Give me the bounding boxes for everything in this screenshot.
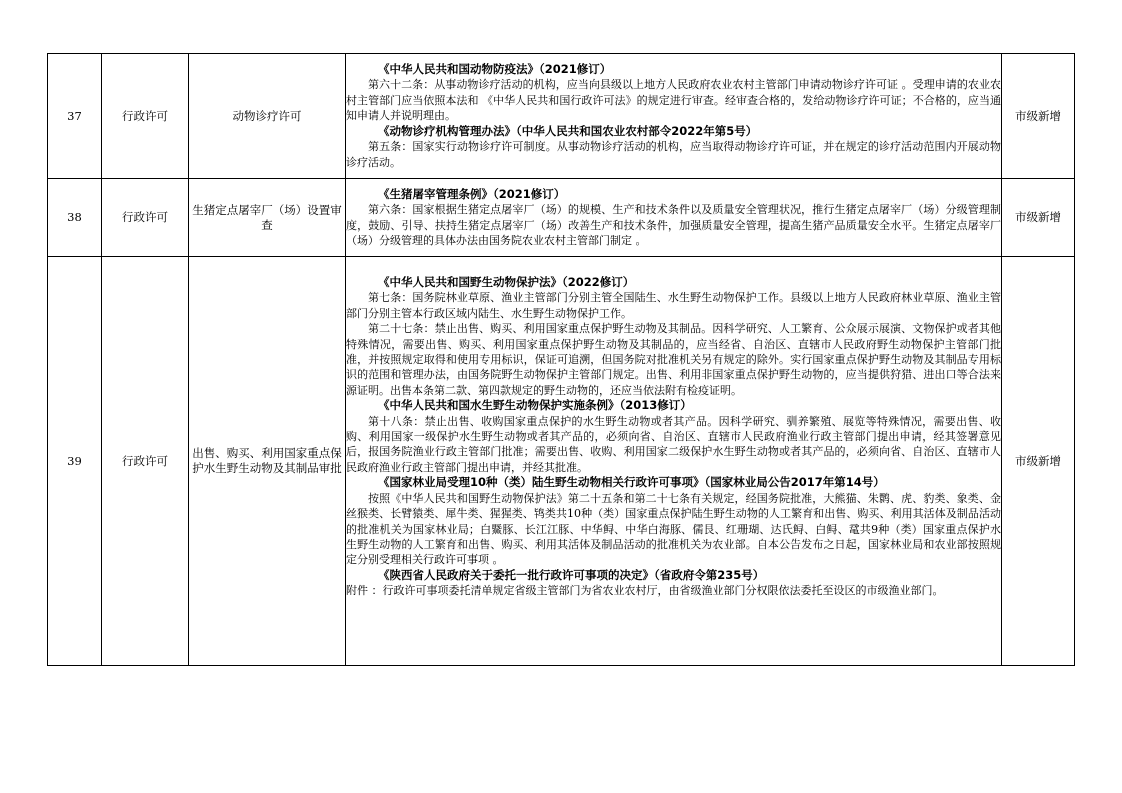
law-title: 《动物诊疗机构管理办法》（中华人民共和国农业农村部令2022年第5号）: [378, 123, 758, 138]
row-number: 37: [48, 54, 102, 179]
law-article: 第七条：国务院林业草原、渔业主管部门分别主管全国陆生、水生野生动物保护工作。县级以上地方人民政府林业草原、渔业主管部门分别主管本行政区域内陆生、水生野生动物保护工作。: [346, 291, 1001, 320]
legal-basis: [346, 257, 1002, 666]
law-article: 附件 ：行政许可事项委托清单规定省级主管部门为省农业农村厅，由省级渔业部门分权限依法委托至设区的市级渔业部门。: [346, 584, 944, 598]
item-name: 出售、购买、利用国家重点保护水生野生动物及其制品审批: [189, 257, 346, 666]
item-name: 动物诊疗许可: [189, 54, 346, 179]
remark: 市级新增: [1002, 54, 1075, 179]
item-type: 行政许可: [102, 257, 189, 666]
law-article: 第六条：国家根据生猪定点屠宰厂（场）的规模、生产和技术条件以及质量安全管理状况，推行生猪定点屠宰厂（场）分级管理制度，鼓励、引导、扶持生猪定点屠宰厂（场）改善生产和技术条件，加强质量安全管理，提高生猪产品质量安全水平。生猪定点屠宰厂（场）分级管理的具体办法由国务院农业农村主管部门制定 。: [346, 203, 1001, 247]
law-title: 《中华人民共和国水生野生动物保护实施条例》（2013修订）: [378, 398, 692, 413]
remark: 市级新增: [1002, 257, 1075, 666]
law-title: 《中华人民共和国野生动物保护法》（2022修订）: [378, 275, 635, 289]
legal-basis: [346, 179, 1002, 257]
law-title: 《生猪屠宰管理条例》（2021修订）: [378, 186, 566, 201]
table-row-37: [48, 54, 1075, 179]
row-number: 38: [48, 179, 102, 257]
law-article: 第六十二条：从事动物诊疗活动的机构，应当向县级以上地方人民政府农业农村主管部门申请动物诊疗许可证 。受理申请的农业农村主管部门应当依照本法和 《中华人民共和国行政许可法》的规定进行审查。经审查合格的，发给动物诊疗许可证；不合格的，应当通知申请人并说明理由。: [346, 78, 1001, 123]
law-title: 《国家林业局受理10种（类）陆生野生动物相关行政许可事项》（国家林业局公告2017年第14号）: [378, 475, 885, 490]
item-name: 生猪定点屠宰厂（场）设置审查: [189, 179, 346, 257]
table-row-38: [48, 179, 1075, 257]
law-article: 第二十七条：禁止出售、购买、利用国家重点保护野生动物及其制品。因科学研究、人工繁育、公众展示展演、文物保护或者其他特殊情况，需要出售、购买、利用国家重点保护野生动物及其制品的，应当经省、自治区、直辖市人民政府野生动物保护主管部门批准，并按照规定取得和使用专用标识，保证可追溯，但国务院对批准机关另有规定的除外。实行国家重点保护野生动物及其制品专用标识的范围和管理办法，由国务院野生动物保护主管部门规定。出售、利用非国家重点保护野生动物的，应当提供狩猎、进出口等合法来源证明。出售本条第二款、第四款规定的野生动物的，还应当依法附有检疫证明。: [346, 322, 1001, 397]
row-number: 39: [48, 257, 102, 666]
remark: 市级新增: [1002, 179, 1075, 257]
law-article: 第五条：国家实行动物诊疗许可制度。从事动物诊疗活动的机构，应当取得动物诊疗许可证，并在规定的诊疗活动范围内开展动物诊疗活动。: [346, 140, 1001, 169]
law-title: 《中华人民共和国动物防疫法》（2021修订）: [378, 62, 612, 77]
legal-basis: [346, 54, 1002, 179]
table-row-39: [48, 257, 1075, 666]
item-type: 行政许可: [102, 179, 189, 257]
item-type: 行政许可: [102, 54, 189, 179]
spacer: [346, 257, 1001, 275]
law-article: 第十八条：禁止出售、收购国家重点保护的水生野生动物或者其产品。因科学研究、驯养繁殖、展览等特殊情况，需要出售、收购、利用国家一级保护水生野生动物或者其产品的，必须向省、自治区、直辖市人民政府渔业行政主管部门提出申请，经其签署意见后，报国务院渔业行政主管部门批准；需要出售、收购、利用国家二级保护水生野生动物或者其产品的，必须向省、自治区、直辖市人民政府渔业行政主管部门提出申请，并经其批准。: [346, 414, 1001, 474]
permit-table: [47, 53, 1075, 666]
law-title: 《陕西省人民政府关于委托一批行政许可事项的决定》（省政府令第235号）: [378, 567, 765, 582]
law-article: 按照《中华人民共和国野生动物保护法》第二十五条和第二十七条有关规定，经国务院批准，大熊猫、朱鹮、虎、豹类、象类、金丝猴类、长臂猿类、犀牛类、猩猩类、鸨类共10种（类）国家重点保护陆生野生动物的人工繁育和出售、购买、利用其活体及制品活动的批准机关为国家林业局；白鱀豚、长江江豚、中华鲟、中华白海豚、儒艮、红珊瑚、达氏鲟、白鲟、鼋共9种（类）国家重点保护水生野生动物的人工繁育和出售、购买、利用其活体及制品活动的批准机关为农业部。自本公告发布之日起，国家林业局和农业部按照规定分别受理相关行政许可事项 。: [346, 491, 1001, 567]
